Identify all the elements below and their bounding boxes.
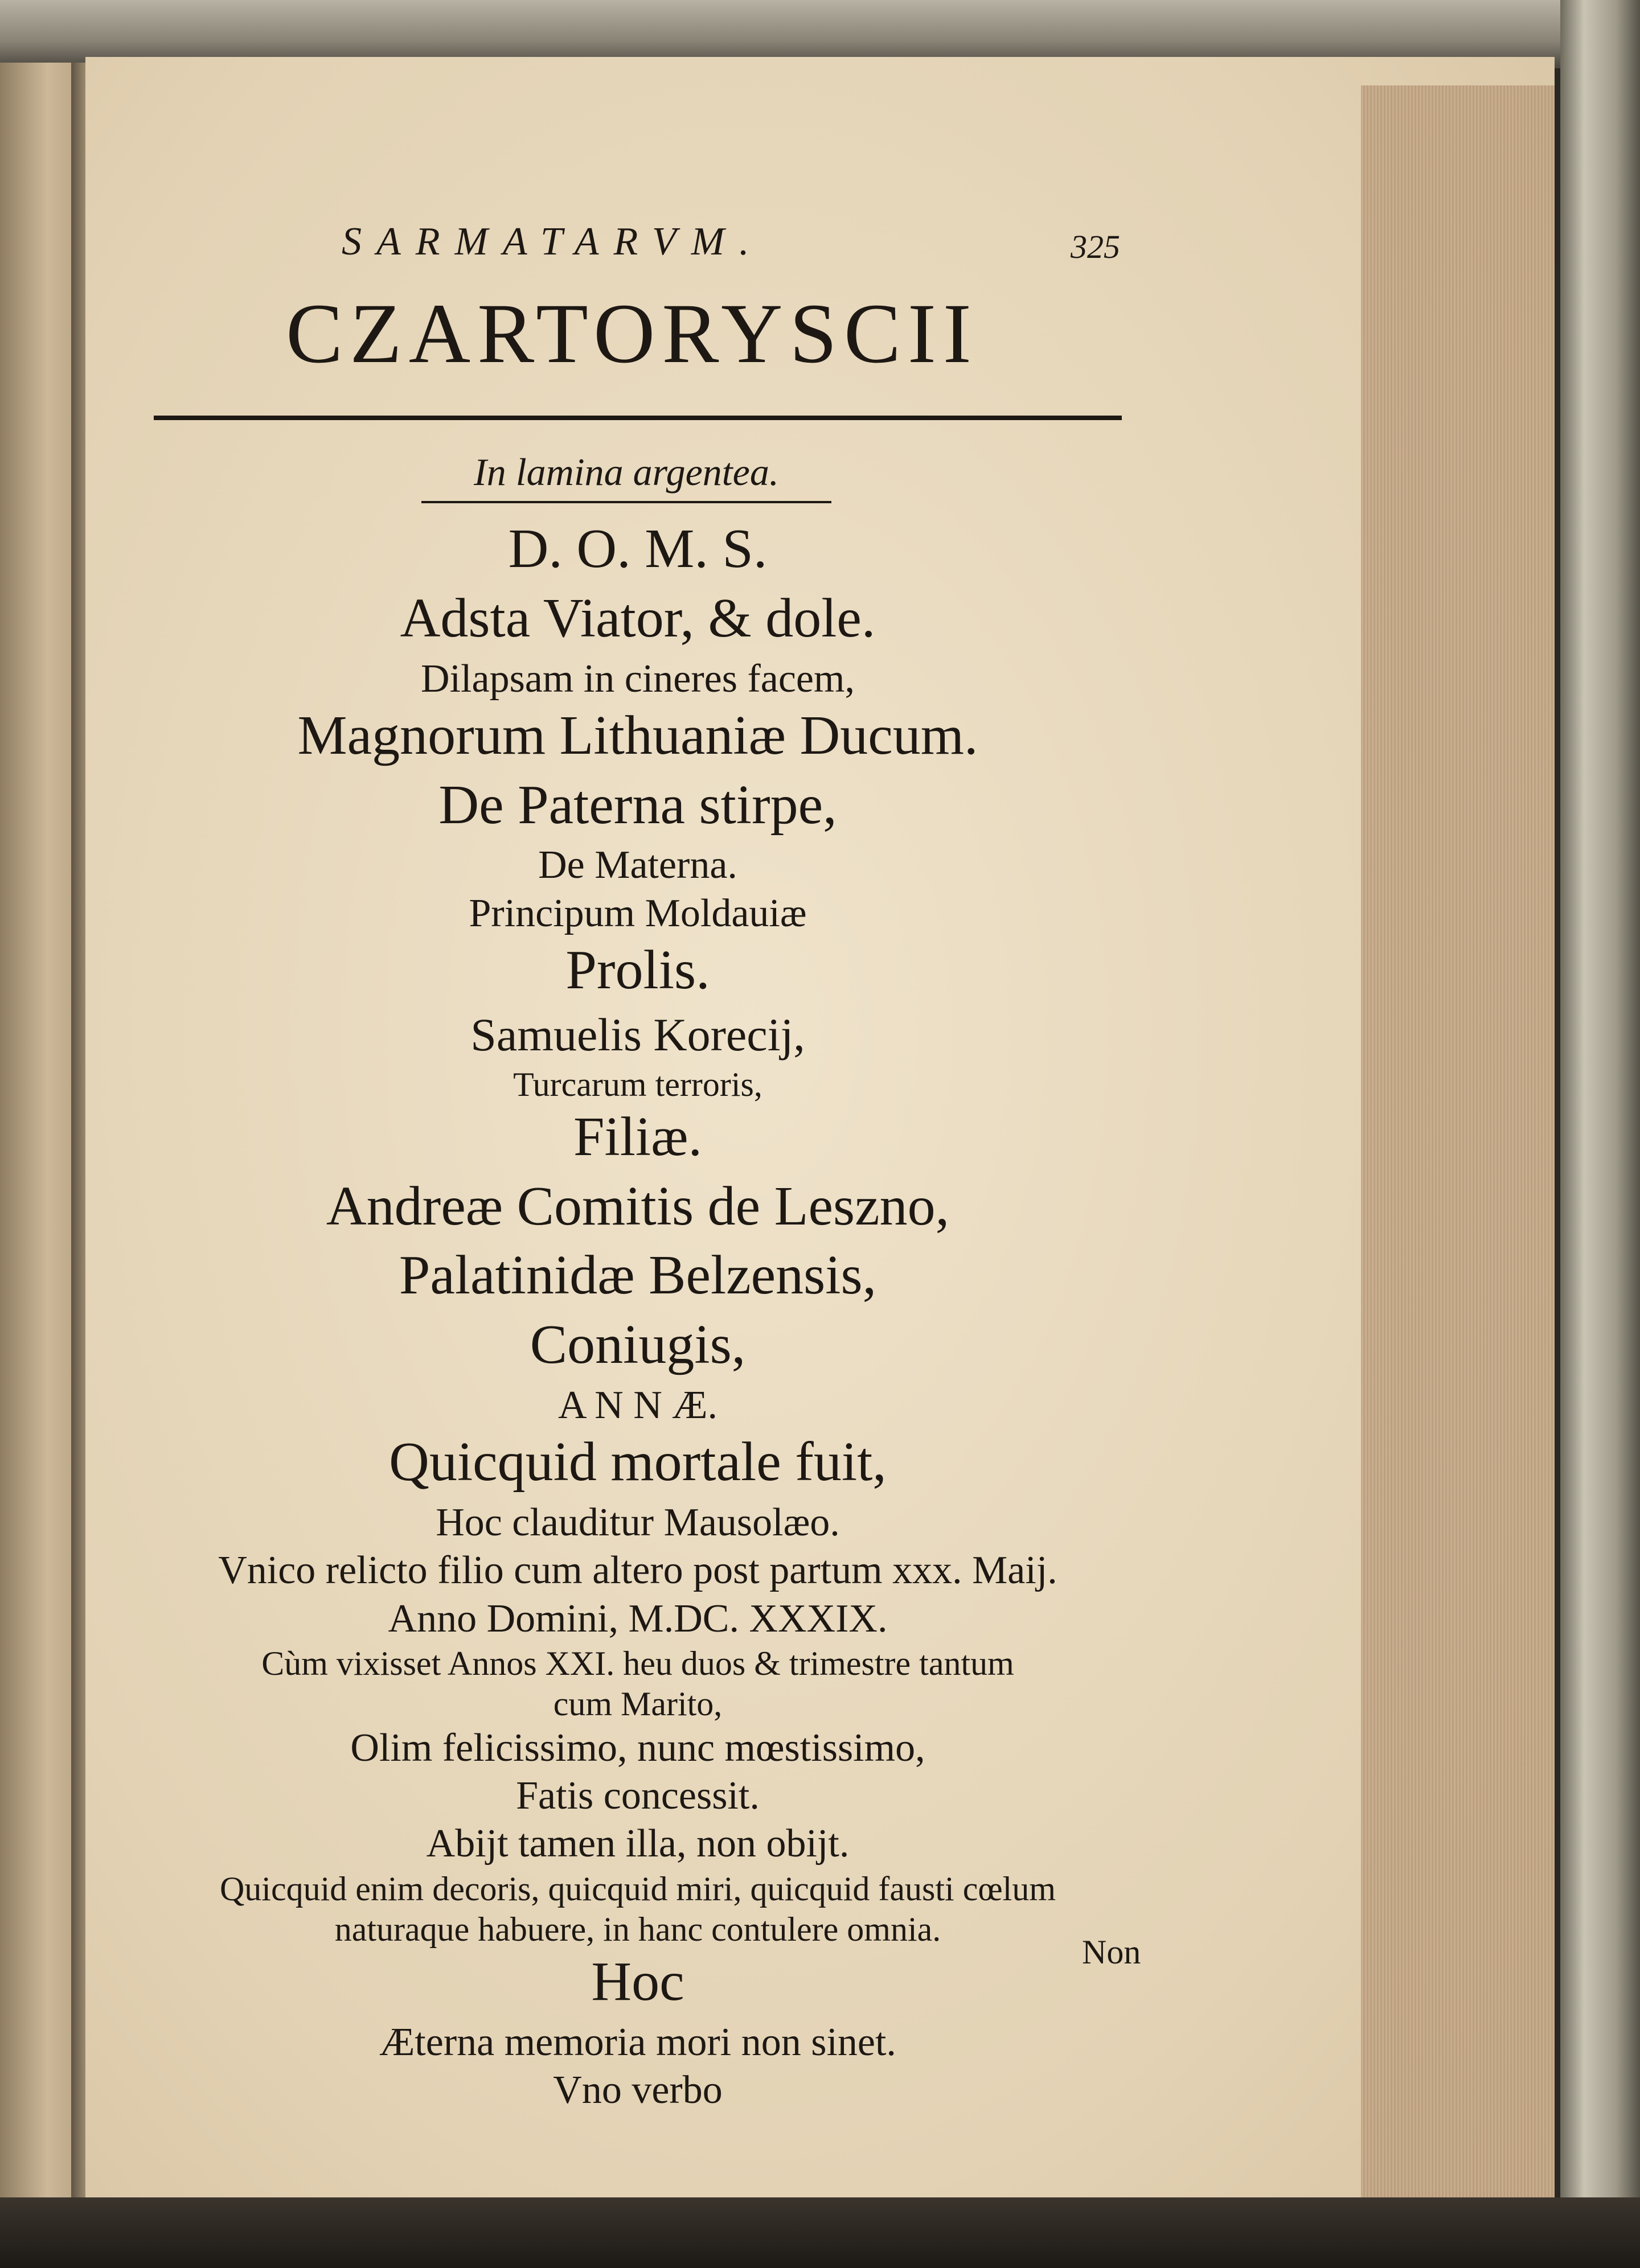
catchword: Non [1082, 1933, 1141, 1971]
inscription-line: Abijt tamen illa, non obijt. [426, 1822, 850, 1866]
inscription-line: Hoc [591, 1951, 684, 2013]
inscription-line: Magnorum Lithuaniæ Ducum. [297, 704, 978, 766]
inscription-line: D. O. M. S. [508, 518, 768, 580]
inscription-line: Adsta Viator, & dole. [400, 587, 876, 649]
inscription-line: De Materna. [538, 843, 737, 888]
inscription-line: Turcarum terroris, [513, 1065, 762, 1103]
inscription-line: Principum Moldauiæ [469, 891, 807, 935]
inscription-line: Quicquid enim decoris, quicquid miri, quicquid fausti cœlum [219, 1870, 1056, 1908]
inscription-block [137, 518, 1139, 2117]
book-cover-right [1560, 0, 1640, 2268]
inscription-line: Samuelis Korecij, [470, 1008, 805, 1061]
subheading-rule [421, 501, 831, 503]
inscription-line: Coniugis, [530, 1314, 746, 1376]
page-stack-edges [1361, 85, 1555, 2214]
inscription-line: Prolis. [565, 939, 710, 1001]
inscription-line: Anno Domini, M.DC. XXXIX. [388, 1596, 888, 1641]
inscription-line: Fatis concessit. [516, 1774, 760, 1818]
inscription-line: Andreæ Comitis de Leszno, [326, 1175, 950, 1237]
inscription-line: Cùm vixisset Annos XXI. heu duos & trimestre tantum [261, 1645, 1014, 1683]
title-rule [154, 416, 1122, 420]
inscription-line: Vno verbo [553, 2068, 723, 2113]
inscription-line: Quicquid mortale fuit, [389, 1431, 887, 1493]
inscription-line: Æterna memoria mori non sinet. [379, 2020, 896, 2064]
page-number: 325 [1071, 228, 1120, 265]
bottom-shadow [0, 2197, 1640, 2268]
inscription-line: A N N Æ. [557, 1383, 718, 1427]
inscription-line: Hoc clauditur Mausolæo. [436, 1501, 840, 1545]
subheading: In lamina argentea. [474, 450, 779, 494]
inscription-line: Filiæ. [573, 1106, 703, 1168]
running-head: SARMATARVM. [342, 220, 764, 264]
inscription-line: Olim felicissimo, nunc mœstissimo, [350, 1725, 925, 1770]
inscription-line: cum Marito, [553, 1685, 723, 1723]
inscription-line: Palatinidæ Belzensis, [399, 1244, 877, 1306]
inscription-line: Vnico relicto filio cum altero post partum xxx. Maij. [218, 1548, 1057, 1593]
inscription-line: Dilapsam in cineres facem, [421, 656, 855, 701]
page-title: CZARTORYSCII [286, 286, 978, 381]
inscription-line: naturaque habuere, in hanc contulere omnia. [334, 1910, 941, 1948]
inscription-line: De Paterna stirpe, [438, 774, 837, 836]
left-page-edge [0, 63, 80, 2214]
